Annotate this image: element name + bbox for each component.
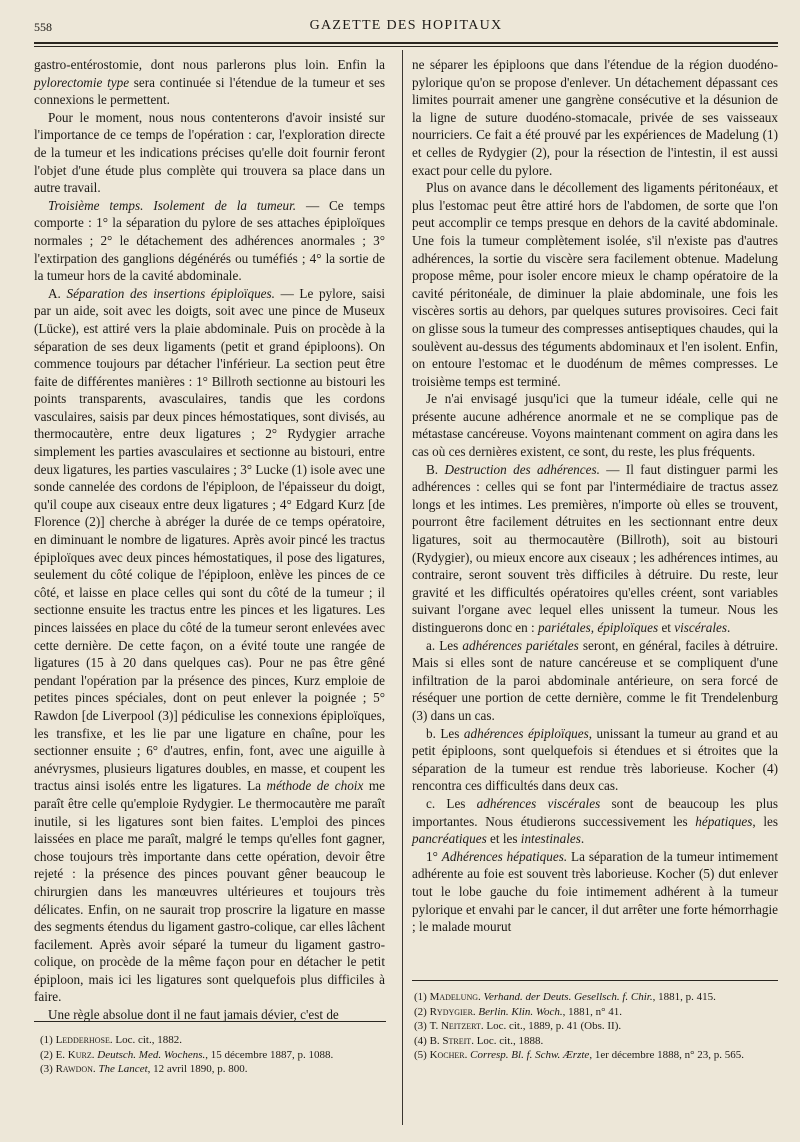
footnote: (1) Madelung. Verhand. der Deuts. Gesellsch. f. Chir., 1881, p. 415. xyxy=(414,991,716,1003)
paragraph: B. Destruction des adhérences. — Il faut distinguer parmi les adhérences : celles qui se font par l'intermédiaire de tractus assez longs et les intimes. Les premières, n'importe où elles se trouvent, pourront être facilement détruites en les sectionnant entre deux ligatures, soit au thermocautère (Billroth), soit au bistouri (Rydygier), ou mieux encore aux ciseaux ; les adhérences intimes, au contraire, seront souvent très difficiles à détruire. Du reste, leur gravité et les difficultés opératoires qu'elles créent, sont variables suivant l'organe avec lequel elles unissent la tumeur. Nous les distinguerons donc en : pariétales, épiploïques et viscérales. xyxy=(412,461,778,635)
footnote-rule-right xyxy=(412,980,778,981)
paragraph: b. Les adhérences épiploïques, unissant la tumeur au grand et au petit épiploons, sont quelquefois si étendues et si étroites que la séparation de la tumeur est rendue très laborieuse. Kocher (4) rencontra ces difficultés dans deux cas. xyxy=(412,725,778,794)
footnote: (3) T. Neitzert. Loc. cit., 1889, p. 41 (Obs. II). xyxy=(414,1020,622,1033)
paragraph: c. Les adhérences viscérales sont de beaucoup les plus importantes. Nous étudierons successivement les hépatiques, les pancréatiques et les intestinales. xyxy=(412,795,779,847)
footnote: (4) B. Streit. Loc. cit., 1888. xyxy=(414,1034,544,1047)
paragraph: Je n'ai envisagé jusqu'ici que la tumeur idéale, celle qui ne présente aucune adhérence anormale et ne se complique pas de métastase cancéreuse. Voyons maintenant comment on agira dans les cas où ces dernières existent, ce sont, du reste, les plus fréquents. xyxy=(412,391,778,460)
paragraph: Pour le moment, nous nous contenterons d'avoir insisté sur l'importance de ce temps de l'opération : car, l'exploration directe de la tumeur et les indications précises qu'elle doit fournir feront l'objet d'une étude plus complète qui trouvera sa place dans un autre travail. xyxy=(34,109,385,196)
column-divider xyxy=(402,50,403,1125)
footnote: (3) Rawdon. The Lancet, 12 avril 1890, p. 800. xyxy=(40,1063,248,1076)
paragraph: gastro-entérostomie, dont nous parlerons plus loin. Enfin la pylorectomie type sera continuée si l'étendue de la tumeur et ses connexions le permettent. xyxy=(34,57,385,108)
paragraph: a. Les adhérences pariétales seront, en général, faciles à détruire. Mais si elles sont de nature cancéreuse et se compliquent d'une infiltration de la paroi abdominale antérieure, on sera forcé de réséquer une portion de cette dernière, comme le fit Trendelenburg (3) dans un cas. xyxy=(412,637,778,723)
journal-title: GAZETTE DES HOPITAUX xyxy=(309,18,503,33)
right-column xyxy=(412,56,778,936)
paragraph: A. Séparation des insertions épiploïques. — Le pylore, saisi par un aide, soit avec les doigts, soit avec une pince de Museux (Lücke), est attiré vers la plaie abdominale. Puis on procède à la séparation de ses deux ligaments (petit et grand épiploons). On commence toujours par détacher l'inférieur. La section peut être faite de différentes manières : 1° Billroth sectionne au bistouri les points transparents, avasculaires, tandis que les cordons vasculaires, saisis par deux pinces hémostatiques, sont divisés, au thermocautère, entre deux ligatures ; 2° Rydygier arrache simplement les parties avasculaires et sectionne au bistouri, entre deux ligatures, les parties vasculaires ; 3° Lucke (1) isole avec une sonde cannelée des cordons de l'épiploon, de l'épaisseur du doigt, qu'il coupe aux ciseaux entre deux ligatures ; 4° Edgard Kurz [de Florence (2)] cherche à abréger la durée de ce temps opératoire, en diminuant le nombre de ligatures. Après avoir pincé les tractus épiploïques avec deux pinces hémostatiques, il pose des ligatures, seulement du côté colique de l'épiploon, enlève les pinces de ce côté, et laisse en place celles qui sont du côté de la tumeur ; il sectionne ensuite les tractus entre les pinces et les ligatures. Les pinces laissées en place du côté de la tumeur seront enlevées avec cette dernière. De cette façon, on a évité toute une rangée de ligatures (15 à 20 dans quelques cas). Pour ne pas être gêné pendant l'opération par la présence des pinces, Kurz emploie de petites pinces spéciales, dont on peut enlever la poignée ; 5° Rawdon [de Liverpool (3)] pédiculise les connexions épiploïques, les transfixe, et les lie par une ligature en chaîne, pour les sectionner ensuite ; 6° d'autres, enfin, font, avec une aiguille à anévrysmes, plusieurs ligatures doubles, en masse, et coupent les tractus ainsi isolés entre les ligatures. La méthode de choix me paraît être celle qu'emploie Rydygier. Le thermocautère me paraît inutile, si les ligatures sont bien faites. L'emploi des pinces laissées en place me paraît, malgré le temps qu'elles font gagner, chose toujours très importante dans cette opération, devoir être rejeté : la présence des pinces pouvant gêner beaucoup le chirurgien dans les manœuvres ultérieures et toujours très délicates. Enfin, on ne saurait trop proscrire la ligature en masse des segments étendus du ligament gastro-colique, car elles lâchent facilement. Après avoir séparé la tumeur du ligament gastro-colique, on procède de la même façon pour en détacher le petit épiploon, mais ici les ligatures sont quelquefois plus difficiles à faire. xyxy=(34,285,386,1005)
paragraph: ne séparer les épiploons que dans l'étendue de la région duodéno-pylorique qu'on se propose d'enlever. Un détachement dépassant ces limites pourrait amener une gangrène consécutive et la désunion de la ligne de suture duodéno-stomacale, privée de ses vaisseaux nourriciers. Ce fait a été prouvé par les expériences de Madelung (1) et celles de Rydygier (2), pour la résection de l'intestin, il est aussi exact pour celle du pylore. xyxy=(412,57,778,178)
header-rule-thick xyxy=(34,42,778,44)
paragraph: 1° Adhérences hépatiques. La séparation de la tumeur intimement adhérente au foie est souvent très laborieuse. Kocher (5) dut enlever tout le lobe gauche du foie intimement adhérent à la tumeur pylorique et envahi par le cancer, il dut arrêter une forte hémorrhagie ; le malade mourut xyxy=(412,848,778,935)
footnote: (2) Rydygier. Berlin. Klin. Woch., 1881, n° 41. xyxy=(414,1005,623,1018)
page-number: 558 xyxy=(34,20,52,34)
page-header xyxy=(34,18,778,38)
paragraph: Plus on avance dans le décollement des ligaments péritonéaux, et plus l'estomac peut être attiré hors de l'abdomen, de sorte que l'on peut accomplir ce temps presque en dehors de la cavité abdominale. Une fois la tumeur complètement isolée, s'il n'existe pas d'autres adhérences, la sortie du viscère sera facilement obtenue. Madelung propose même, pour isoler encore mieux le champ opératoire de la cavité péritonéale, de diminuer la plaie abdominale, une fois les viscères sortis au dehors, par quelques sutures provisoires. Ceci fait on glisse sous la tumeur des compresses antiseptiques chaudes, qui la soulèvent au-dessus des téguments abdominaux et l'en isolent. Enfin, on entoure l'estomac et le duodénum de mêmes compresses. Le troisième temps est terminé. xyxy=(412,180,778,389)
footnote: (5) Kocher. Corresp. Bl. f. Schw. Ærzte, 1er décembre 1888, n° 23, p. 565. xyxy=(414,1049,745,1062)
paragraph: Troisième temps. Isolement de la tumeur. — Ce temps comporte : 1° la séparation du pylore de ses attaches épiploïques normales ; 2° le détachement des adhérences anormales ; 3° l'extirpation des ganglions dégénérés ou tuméfiés ; 4° la sortie de la tumeur hors de la cavité abdominale. xyxy=(34,197,385,284)
footnotes-left xyxy=(40,1033,386,1077)
footnote: (1) Ledderhose. Loc. cit., 1882. xyxy=(40,1034,182,1046)
header-rule-thin xyxy=(34,46,778,47)
left-column xyxy=(34,56,385,1024)
footnote: (2) E. Kurz. Deutsch. Med. Wochens., 15 décembre 1887, p. 1088. xyxy=(40,1048,334,1061)
paragraph: Une règle absolue dont il ne faut jamais dévier, c'est de xyxy=(48,1007,339,1023)
footnote-rule-left xyxy=(34,1021,386,1022)
footnotes-right xyxy=(414,990,778,1063)
